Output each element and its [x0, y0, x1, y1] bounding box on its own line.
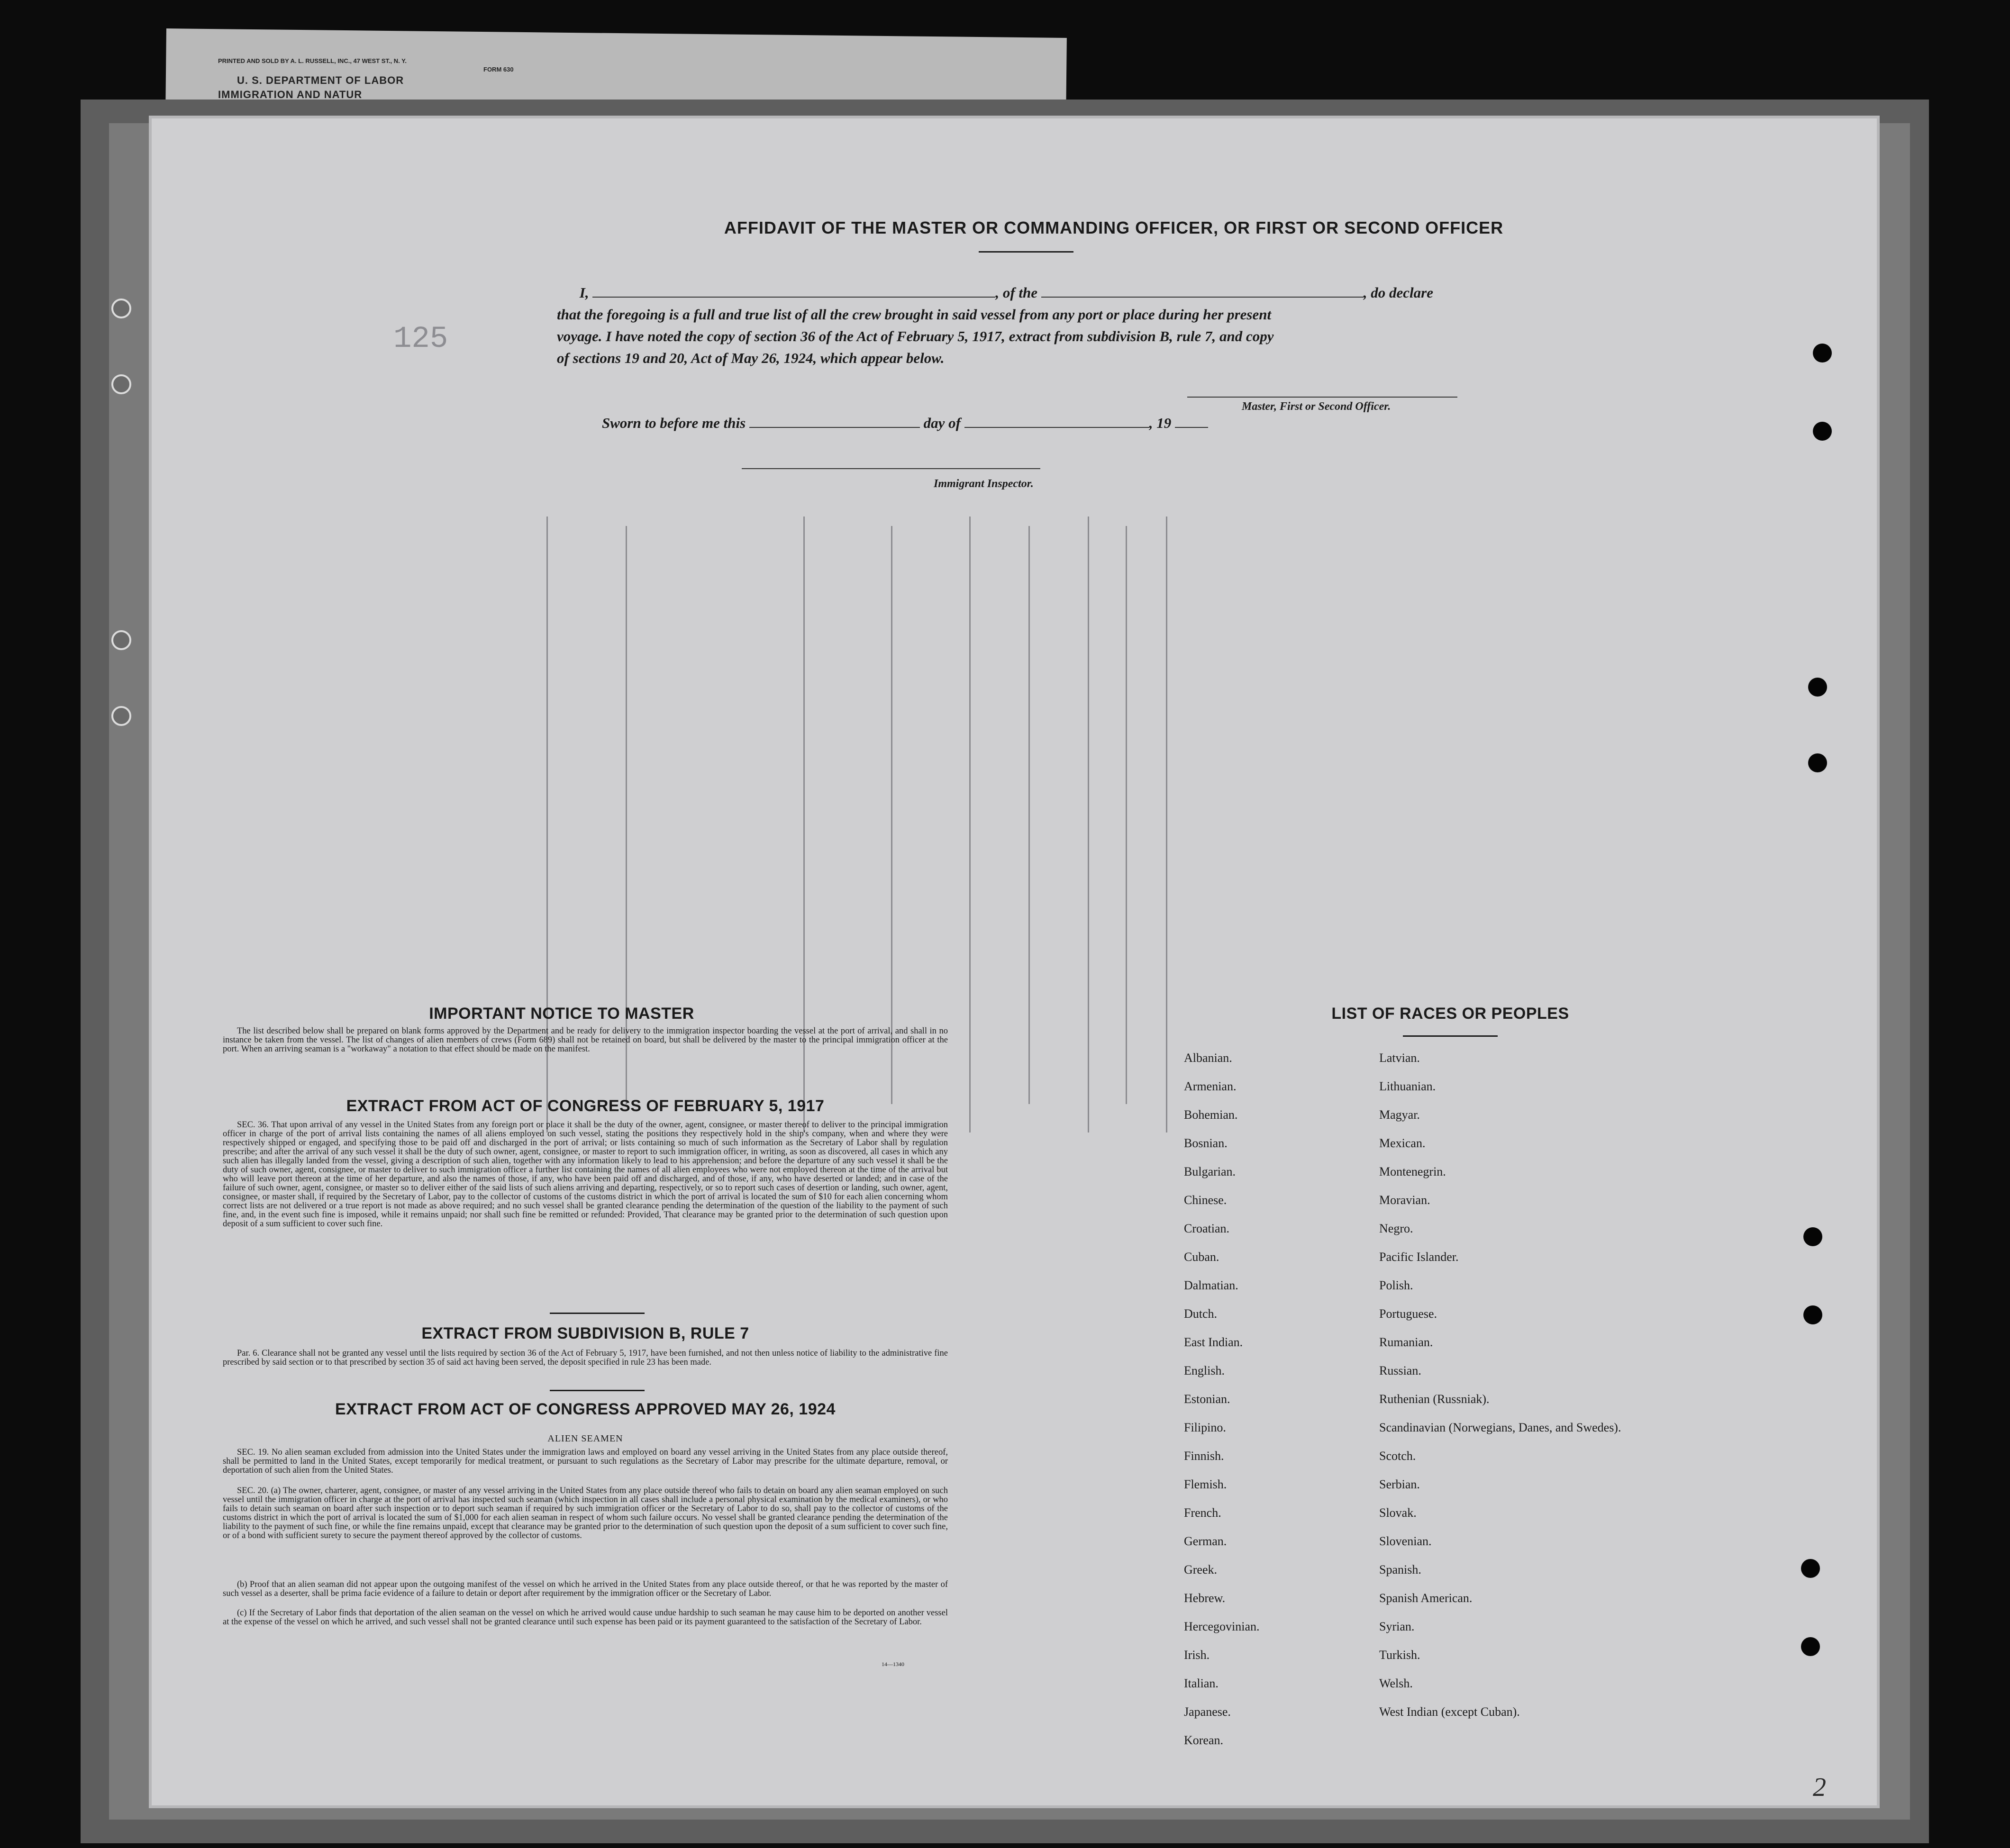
race-item: Greek. — [1184, 1563, 1218, 1576]
race-item: Spanish American. — [1379, 1591, 1473, 1605]
race-item: Welsh. — [1379, 1676, 1413, 1690]
affidavit-page — [152, 118, 1877, 1805]
affidavit-line-2: that the foregoing is a full and true list of all the crew brought in said vessel from any port or place during her present — [557, 306, 1272, 323]
extract-1924-sec20c: (c) If the Secretary of Labor finds that deportation of the alien seaman on the vessel on which he arrived would cause undue hardship to such seaman he may cause him to be deported on another vessel at the expense of the vessel on which he arrived, and such vessel shall not be granted clearance until such expense has been paid or its payment guaranteed to the satisfaction of the Secretary of Labor. — [223, 1608, 948, 1627]
master-signature-line[interactable] — [1187, 397, 1457, 398]
section-rule — [550, 1313, 645, 1314]
race-item: Slovenian. — [1379, 1534, 1432, 1548]
binder-hole — [1801, 1559, 1820, 1578]
race-item: Dalmatian. — [1184, 1278, 1238, 1292]
race-item: West Indian (except Cuban). — [1379, 1705, 1520, 1719]
binder-ring — [111, 374, 131, 394]
ghost-rule — [891, 526, 892, 1104]
binder-ring — [111, 706, 131, 726]
corner-handwritten-mark: 2 — [1813, 1773, 1826, 1802]
race-item: Negro. — [1379, 1222, 1413, 1235]
inspector-signature-line[interactable] — [742, 468, 1040, 469]
master-signature-label: Master, First or Second Officer. — [1242, 400, 1391, 413]
affidavit-of-the: , of the — [995, 284, 1038, 301]
race-item: Moravian. — [1379, 1193, 1430, 1207]
extract-1924-title: EXTRACT FROM ACT OF CONGRESS APPROVED MAY 26, 1924 — [335, 1400, 836, 1418]
ghost-rule — [969, 516, 971, 1132]
races-column-1 — [1184, 1051, 1364, 1762]
race-item: Albanian. — [1184, 1051, 1232, 1065]
race-item: Pacific Islander. — [1379, 1250, 1459, 1264]
ghost-rule — [1126, 526, 1127, 1104]
extract-1924-sec20a: SEC. 20. (a) The owner, charterer, agent, consignee, or master of any vessel arriving in the United States from any place outside thereof who fails to detain on board any alien seaman employed on such vessel until the immigration officer in charge at the port of arrival has inspected such seaman (which inspection in all cases shall include a personal physical examination by the medical examiners), or who fails to detain such seaman on board after such inspection or to deport such seaman if required by such immigration officer or the Secretary of Labor to do so, shall pay to the collector of customs of the customs district in which the port of arrival is located the sum of $1,000 for each alien seaman in respect of whom such failure occurs. No vessel shall be granted clearance pending the determination of the liability to the payment of such fine, or while the fine remains unpaid, except that clearance may be granted prior to the determination of such question upon the deposit of a sum sufficient to cover such fine, or of a bond with sufficient surety to secure the payment thereof approved by the collector of customs. — [223, 1486, 948, 1540]
race-item: Croatian. — [1184, 1222, 1230, 1235]
notice-title: IMPORTANT NOTICE TO MASTER — [429, 1005, 694, 1023]
race-item: Korean. — [1184, 1733, 1224, 1747]
department-subline: IMMIGRATION AND NATUR — [218, 88, 363, 100]
affidavit-title: AFFIDAVIT OF THE MASTER OR COMMANDING OFFICER, OR FIRST OR SECOND OFFICER — [724, 218, 1504, 237]
extract-rule7-title: EXTRACT FROM SUBDIVISION B, RULE 7 — [421, 1324, 749, 1342]
race-item: Scandinavian (Norwegians, Danes, and Swedes). — [1379, 1421, 1621, 1434]
sworn-day-blank[interactable] — [749, 427, 920, 428]
race-item: East Indian. — [1184, 1335, 1243, 1349]
extract-1917-title: EXTRACT FROM ACT OF CONGRESS OF FEBRUARY 5, 1917 — [346, 1097, 825, 1115]
extract-1917-text: SEC. 36. That upon arrival of any vessel in the United States from any foreign port or place it shall be the duty of the owner, agent, consignee, or master thereof to deliver to the principal immigration officer in charge of the port of arrival lists containing the names of all aliens employed on such vessel, stating the positions they respectively hold in the ship's company, when and where they were respectively shipped or engaged, and specifying those to be paid off and discharged in the port of arrival; or lists containing so much of such information as the Secretary of Labor shall by regulation prescribe; and after the arrival of any such vessel it shall be the duty of such owner, agent, consignee, or master to report to such immigration officer, in writing, as soon as discovered, all cases in which any such alien has illegally landed from the vessel, giving a description of such alien, together with any information likely to lead to his apprehension; and before the departure of any such vessel it shall be the duty of such owner, agent, consignee, or master to deliver to such immigration officer a further list containing the names of all alien employees who were not employed thereon at the time of the arrival but who will leave port thereon at the time of her departure, and also the names of those, if any, who have been paid off and discharged, and of those, if any, who have deserted or landed; and in case of the failure of such owner, agent, consignee, or master so to deliver either of the said lists of such aliens arriving and departing, respectively, or so to report such cases of desertion or landing, such owner, agent, consignee, or master shall, if required by the Secretary of Labor, pay to the collector of customs of the customs district in which the port of arrival is located the sum of $10 for each alien concerning whom correct lists are not delivered or a true report is not made as above required; and no such vessel shall be granted clearance pending the determination of the question of the liability to the payment of such fine, and, in the event such fine is imposed, while it remains unpaid; nor shall such fine be remitted or refunded: Provided, That clearance may be granted prior to the determination of such question upon deposit of a sum sufficient to cover such fine. — [223, 1120, 948, 1229]
extract-rule7-text: Par. 6. Clearance shall not be granted any vessel until the lists required by section 36 of the Act of February 5, 1917, have been furnished, and not then unless notice of liability to the administrative fine prescribed by said section or to that prescribed by section 35 of said act having been served, the deposit specified in rule 23 has been made. — [223, 1349, 948, 1367]
affidavit-line-4: of sections 19 and 20, Act of May 26, 1924, which appear below. — [557, 350, 945, 366]
race-item: Montenegrin. — [1379, 1165, 1446, 1178]
sworn-day-of: day of — [923, 415, 961, 431]
department-name: U. S. DEPARTMENT OF LABOR — [237, 74, 404, 87]
race-item: Irish. — [1184, 1648, 1210, 1662]
race-item: Finnish. — [1184, 1449, 1224, 1463]
binder-hole — [1808, 753, 1827, 772]
race-item: Scotch. — [1379, 1449, 1416, 1463]
sworn-year: , 19 — [1149, 415, 1172, 431]
race-item: Estonian. — [1184, 1392, 1230, 1406]
binder-ring — [111, 299, 131, 318]
printer-line: PRINTED AND SOLD BY A. L. RUSSELL, INC., 47 WEST ST., N. Y. — [218, 57, 407, 64]
race-item: Hebrew. — [1184, 1591, 1226, 1605]
affidavit-line-3: voyage. I have noted the copy of section 36 of the Act of February 5, 1917, extract from subdivision B, rule 7, and copy — [557, 328, 1274, 344]
alien-seamen-caption: ALIEN SEAMEN — [547, 1433, 623, 1444]
affidavit-i: I, — [579, 284, 589, 301]
ghost-rule — [1028, 526, 1030, 1104]
sworn-line — [602, 412, 1313, 434]
binder-hole — [1801, 1637, 1820, 1656]
race-item: Bulgarian. — [1184, 1165, 1236, 1178]
form-code: 14—1340 — [882, 1661, 904, 1667]
race-item: German. — [1184, 1534, 1227, 1548]
race-item: Portuguese. — [1379, 1307, 1437, 1321]
printer-header — [218, 57, 514, 101]
race-item: Mexican. — [1379, 1136, 1426, 1150]
race-item: Syrian. — [1379, 1620, 1415, 1633]
binder-hole — [1813, 422, 1832, 441]
affidavit-body — [557, 282, 1493, 369]
form-number: FORM 630 — [483, 65, 514, 73]
race-item: Spanish. — [1379, 1563, 1421, 1576]
race-item: Dutch. — [1184, 1307, 1218, 1321]
race-item: Slovak. — [1379, 1506, 1417, 1520]
race-item: Serbian. — [1379, 1477, 1420, 1491]
sworn-month-blank[interactable] — [964, 427, 1149, 428]
ghost-rule — [1166, 516, 1167, 1132]
title-rule — [979, 251, 1073, 253]
stamp-number: 125 — [393, 322, 448, 356]
race-item: Russian. — [1379, 1364, 1421, 1377]
binder-hole — [1803, 1227, 1822, 1246]
races-rule — [1403, 1035, 1498, 1037]
section-rule — [550, 1390, 645, 1391]
sworn-text: Sworn to before me this — [602, 415, 746, 431]
race-item: Rumanian. — [1379, 1335, 1433, 1349]
race-item: Japanese. — [1184, 1705, 1231, 1719]
races-title: LIST OF RACES OR PEOPLES — [1331, 1005, 1569, 1023]
race-item: Polish. — [1379, 1278, 1413, 1292]
name-blank[interactable] — [592, 297, 995, 298]
extract-1924-sec20b: (b) Proof that an alien seaman did not appear upon the outgoing manifest of the vessel on which he arrived in the United States from any place outside thereof, or that he was reported by the master of such vessel as a deserter, shall be prima facie evidence of a failure to detain or deport after requirement by the immigration officer or the Secretary of Labor. — [223, 1580, 948, 1598]
binder-hole — [1813, 344, 1832, 362]
races-column-2 — [1379, 1051, 1626, 1733]
race-item: Armenian. — [1184, 1079, 1237, 1093]
race-item: Filipino. — [1184, 1421, 1226, 1434]
affidavit-declare: , do declare — [1363, 284, 1433, 301]
race-item: English. — [1184, 1364, 1225, 1377]
race-item: Flemish. — [1184, 1477, 1227, 1491]
binder-ring — [111, 630, 131, 650]
sworn-year-blank[interactable] — [1175, 427, 1208, 428]
race-item: Cuban. — [1184, 1250, 1219, 1264]
notice-text: The list described below shall be prepared on blank forms approved by the Department and be ready for delivery to the immigration inspector boarding the vessel at the port of arrival, and shall in no instance be taken from the vessel. The list of changes of alien members of crews (Form 689) shall not be retained on board, but shall be delivered by the master to the principal immigration officer at the port. When an arriving seaman is a "workaway" a notation to that effect should be made on the manifest. — [223, 1026, 948, 1054]
binder-hole — [1808, 678, 1827, 697]
race-item: Bohemian. — [1184, 1108, 1238, 1122]
race-item: Ruthenian (Russniak). — [1379, 1392, 1490, 1406]
race-item: Bosnian. — [1184, 1136, 1228, 1150]
vessel-blank[interactable] — [1041, 297, 1364, 298]
race-item: Chinese. — [1184, 1193, 1227, 1207]
race-item: French. — [1184, 1506, 1221, 1520]
ghost-rule — [1088, 516, 1089, 1132]
binder-hole — [1803, 1305, 1822, 1324]
inspector-signature-label: Immigrant Inspector. — [934, 478, 1034, 490]
race-item: Italian. — [1184, 1676, 1219, 1690]
extract-1924-sec19: SEC. 19. No alien seaman excluded from admission into the United States under the immigration laws and employed on board any vessel arriving in the United States from any place outside thereof, shall be permitted to land in the United States, except temporarily for medical treatment, or pursuant to such regulations as the Secretary of Labor may prescribe for the ultimate departure, removal, or deportation of such alien from the United States. — [223, 1448, 948, 1475]
race-item: Magyar. — [1379, 1108, 1420, 1122]
race-item: Turkish. — [1379, 1648, 1420, 1662]
race-item: Hercegovinian. — [1184, 1620, 1260, 1633]
race-item: Lithuanian. — [1379, 1079, 1436, 1093]
race-item: Latvian. — [1379, 1051, 1420, 1065]
